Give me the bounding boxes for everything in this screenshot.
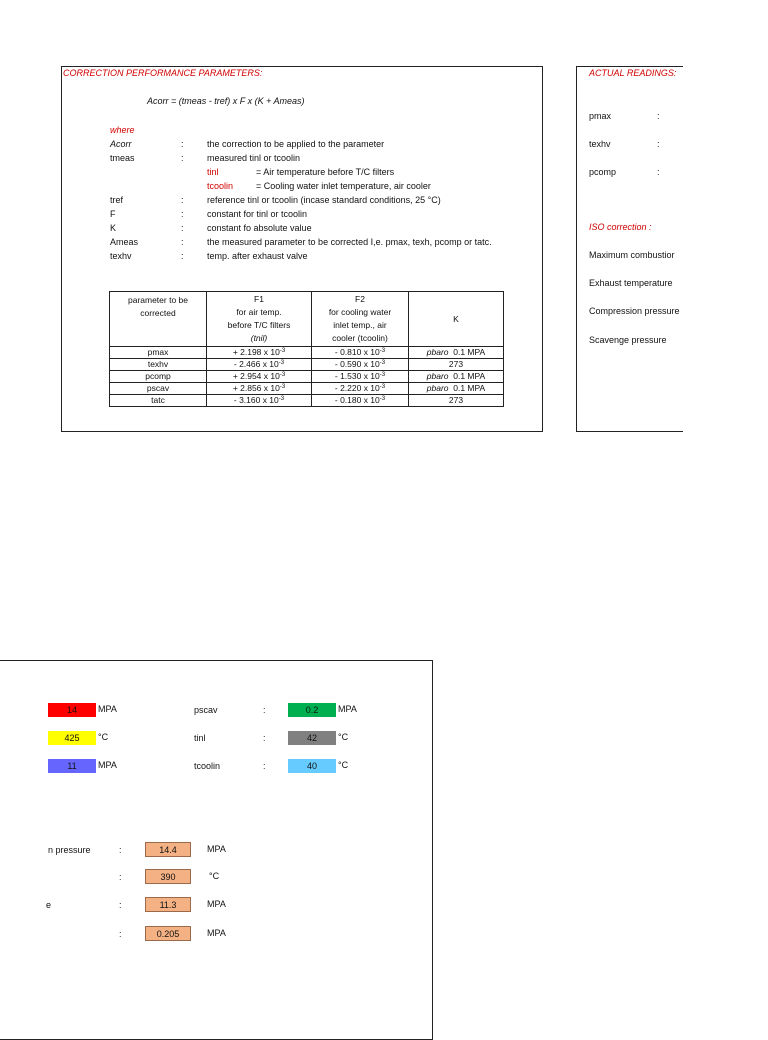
cell-f1 <box>207 371 312 383</box>
unit-label: °C <box>338 732 349 742</box>
header-line: corrected <box>140 308 176 318</box>
cell-k <box>409 395 504 407</box>
value-box-tinl[interactable]: 42 <box>288 731 336 745</box>
def-term: Acorr <box>110 139 132 149</box>
iso-result-label: e <box>46 900 52 910</box>
cell-parameter-text: texhv <box>147 359 169 369</box>
header-f1 <box>207 292 312 347</box>
def-sep: : <box>181 209 184 219</box>
iso-result-compression-pressure[interactable]: 11.3 <box>145 897 191 912</box>
reading-label-pcomp: pcomp <box>589 167 617 177</box>
cell-f1-text: - 3.160 x 10 <box>233 395 279 405</box>
iso-item: Compression pressure <box>589 306 680 316</box>
def-term: tmeas <box>110 153 135 163</box>
cell-parameter <box>110 383 207 395</box>
header-line: parameter to be <box>127 295 188 305</box>
cell-f1-text: + 2.198 x 10 <box>232 347 280 357</box>
panel-title: CORRECTION PERFORMANCE PARAMETERS: <box>63 68 263 78</box>
def-sep: : <box>181 153 184 163</box>
def-text: the measured parameter to be corrected I,e. pmax, texh, pcomp or tatc. <box>207 237 492 247</box>
exponent: -3 <box>379 384 386 390</box>
unit-label: MPA <box>207 928 226 938</box>
exponent: -3 <box>278 360 285 366</box>
reading-sep: : <box>657 139 660 149</box>
cell-f1-text: - 2.466 x 10 <box>233 359 279 369</box>
def-sep: : <box>181 237 184 247</box>
cell-k-value: 0.1 MPA <box>453 347 486 357</box>
subdef-text: = Cooling water inlet temperature, air cooler <box>256 181 431 191</box>
reading-label-tcoolin: tcoolin <box>194 761 221 771</box>
iso-item: Scavenge pressure <box>589 335 667 345</box>
table-row <box>110 347 504 359</box>
def-sep: : <box>181 223 184 233</box>
unit-label: MPA <box>98 760 117 770</box>
cell-parameter-text: pmax <box>147 347 169 357</box>
cell-parameter <box>110 347 207 359</box>
cell-k-value: 273 <box>448 359 464 369</box>
cell-k <box>409 347 504 359</box>
exponent: -3 <box>279 372 286 378</box>
def-term: F <box>110 209 116 219</box>
cell-f1 <box>207 383 312 395</box>
cell-f2 <box>312 383 409 395</box>
reading-label-pmax: pmax <box>589 111 612 121</box>
unit-label: MPA <box>207 844 226 854</box>
cell-f2 <box>312 347 409 359</box>
header-f2 <box>312 292 409 347</box>
exponent: -3 <box>379 348 386 354</box>
cell-parameter <box>110 359 207 371</box>
value-box-tcoolin[interactable]: 40 <box>288 759 336 773</box>
cell-f2 <box>312 371 409 383</box>
table-row <box>110 383 504 395</box>
value-box-pcomp[interactable]: 11 <box>48 759 96 773</box>
header-k: K <box>409 292 504 347</box>
cell-k-value: 0.1 MPA <box>453 383 486 393</box>
iso-correction-title: ISO correction : <box>589 222 652 232</box>
cell-parameter-text: pscav <box>146 383 170 393</box>
iso-item: Maximum combustior <box>589 250 675 260</box>
reading-sep: : <box>657 167 660 177</box>
correction-factor-table <box>109 291 504 407</box>
exponent: -3 <box>279 348 286 354</box>
unit-label: MPA <box>98 704 117 714</box>
cell-k-symbol: pbaro <box>426 347 449 357</box>
def-text: the correction to be applied to the parameter <box>207 139 385 149</box>
table-row <box>110 371 504 383</box>
header-line: before T/C filters <box>227 320 291 330</box>
exponent: -3 <box>279 384 286 390</box>
iso-item: Exhaust temperature <box>589 278 673 288</box>
iso-result-scavenge-pressure[interactable]: 0.205 <box>145 926 191 941</box>
cell-k <box>409 371 504 383</box>
def-text: constant fo absolute value <box>207 223 312 233</box>
def-sep: : <box>181 139 184 149</box>
cell-f2-text: - 2.220 x 10 <box>334 383 380 393</box>
unit-label: °C <box>98 732 109 742</box>
cell-f1 <box>207 395 312 407</box>
def-text: reference tinl or tcoolin (incase standard conditions, 25 °C) <box>207 195 441 205</box>
iso-result-sep: : <box>119 929 122 939</box>
cell-f1-text: + 2.856 x 10 <box>232 383 280 393</box>
reading-label-tinl: tinl <box>194 733 206 743</box>
cell-k <box>409 383 504 395</box>
value-box-texhv[interactable]: 425 <box>48 731 96 745</box>
cell-f2-text: - 0.810 x 10 <box>334 347 380 357</box>
exponent: -3 <box>379 396 386 402</box>
iso-result-sep: : <box>119 845 122 855</box>
table-row <box>110 359 504 371</box>
cell-k-value: 0.1 MPA <box>453 371 486 381</box>
header-line: for air temp. <box>236 307 282 317</box>
cell-f2 <box>312 359 409 371</box>
exponent: -3 <box>379 372 386 378</box>
header-line: for cooling water <box>328 307 392 317</box>
cell-f1 <box>207 347 312 359</box>
iso-result-exhaust-temperature[interactable]: 390 <box>145 869 191 884</box>
cell-k-value: 273 <box>448 395 464 405</box>
table-row <box>110 395 504 407</box>
subdef-term: tinl <box>207 167 219 177</box>
exponent: -3 <box>278 396 285 402</box>
reading-label-texhv: texhv <box>589 139 611 149</box>
readings-title: ACTUAL READINGS: <box>589 68 677 78</box>
value-box-pmax[interactable]: 14 <box>48 703 96 717</box>
value-box-pscav[interactable]: 0.2 <box>288 703 336 717</box>
header-line: F1 <box>254 294 264 304</box>
cell-k <box>409 359 504 371</box>
cell-f2-text: - 0.180 x 10 <box>334 395 380 405</box>
def-text: temp. after exhaust valve <box>207 251 308 261</box>
unit-label: °C <box>338 760 349 770</box>
unit-label: °C <box>209 871 220 881</box>
header-line: cooler (tcoolin) <box>332 333 388 343</box>
def-term: K <box>110 223 117 233</box>
def-term: texhv <box>110 251 132 261</box>
reading-label-pscav: pscav <box>194 705 218 715</box>
cell-k-symbol: pbaro <box>426 383 449 393</box>
formula: Acorr = (tmeas - tref) x F x (K + Ameas) <box>147 96 305 106</box>
cell-parameter <box>110 395 207 407</box>
unit-label: MPA <box>338 704 357 714</box>
iso-result-sep: : <box>119 872 122 882</box>
cell-k-symbol: pbaro <box>426 371 449 381</box>
def-sep: : <box>181 195 184 205</box>
cell-f2 <box>312 395 409 407</box>
cell-f2-text: - 1.530 x 10 <box>334 371 380 381</box>
header-line: inlet temp., air <box>333 320 387 330</box>
header-parameter <box>110 292 207 347</box>
subdef-text: = Air temperature before T/C filters <box>256 167 395 177</box>
cell-f1 <box>207 359 312 371</box>
def-text: constant for tinl or tcoolin <box>207 209 308 219</box>
header-line: F2 <box>355 294 365 304</box>
where-label: where <box>110 125 135 135</box>
reading-sep: : <box>263 733 266 743</box>
def-sep: : <box>181 251 184 261</box>
def-text: measured tinl or tcoolin <box>207 153 301 163</box>
reading-sep: : <box>263 705 266 715</box>
cell-parameter-text: pcomp <box>145 371 171 381</box>
iso-result-label: n pressure <box>48 845 91 855</box>
cell-parameter <box>110 371 207 383</box>
subdef-term: tcoolin <box>207 181 234 191</box>
reading-sep: : <box>657 111 660 121</box>
unit-label: MPA <box>207 899 226 909</box>
cell-f2-text: - 0.590 x 10 <box>334 359 380 369</box>
header-line: (tnil) <box>250 333 268 343</box>
iso-result-max-combustion[interactable]: 14.4 <box>145 842 191 857</box>
cell-f1-text: + 2.954 x 10 <box>232 371 280 381</box>
def-term: tref <box>110 195 124 205</box>
cell-parameter-text: tatc <box>151 395 165 405</box>
iso-result-sep: : <box>119 900 122 910</box>
exponent: -3 <box>379 360 386 366</box>
page-gap <box>683 60 768 440</box>
def-term: Ameas <box>110 237 139 247</box>
reading-sep: : <box>263 761 266 771</box>
